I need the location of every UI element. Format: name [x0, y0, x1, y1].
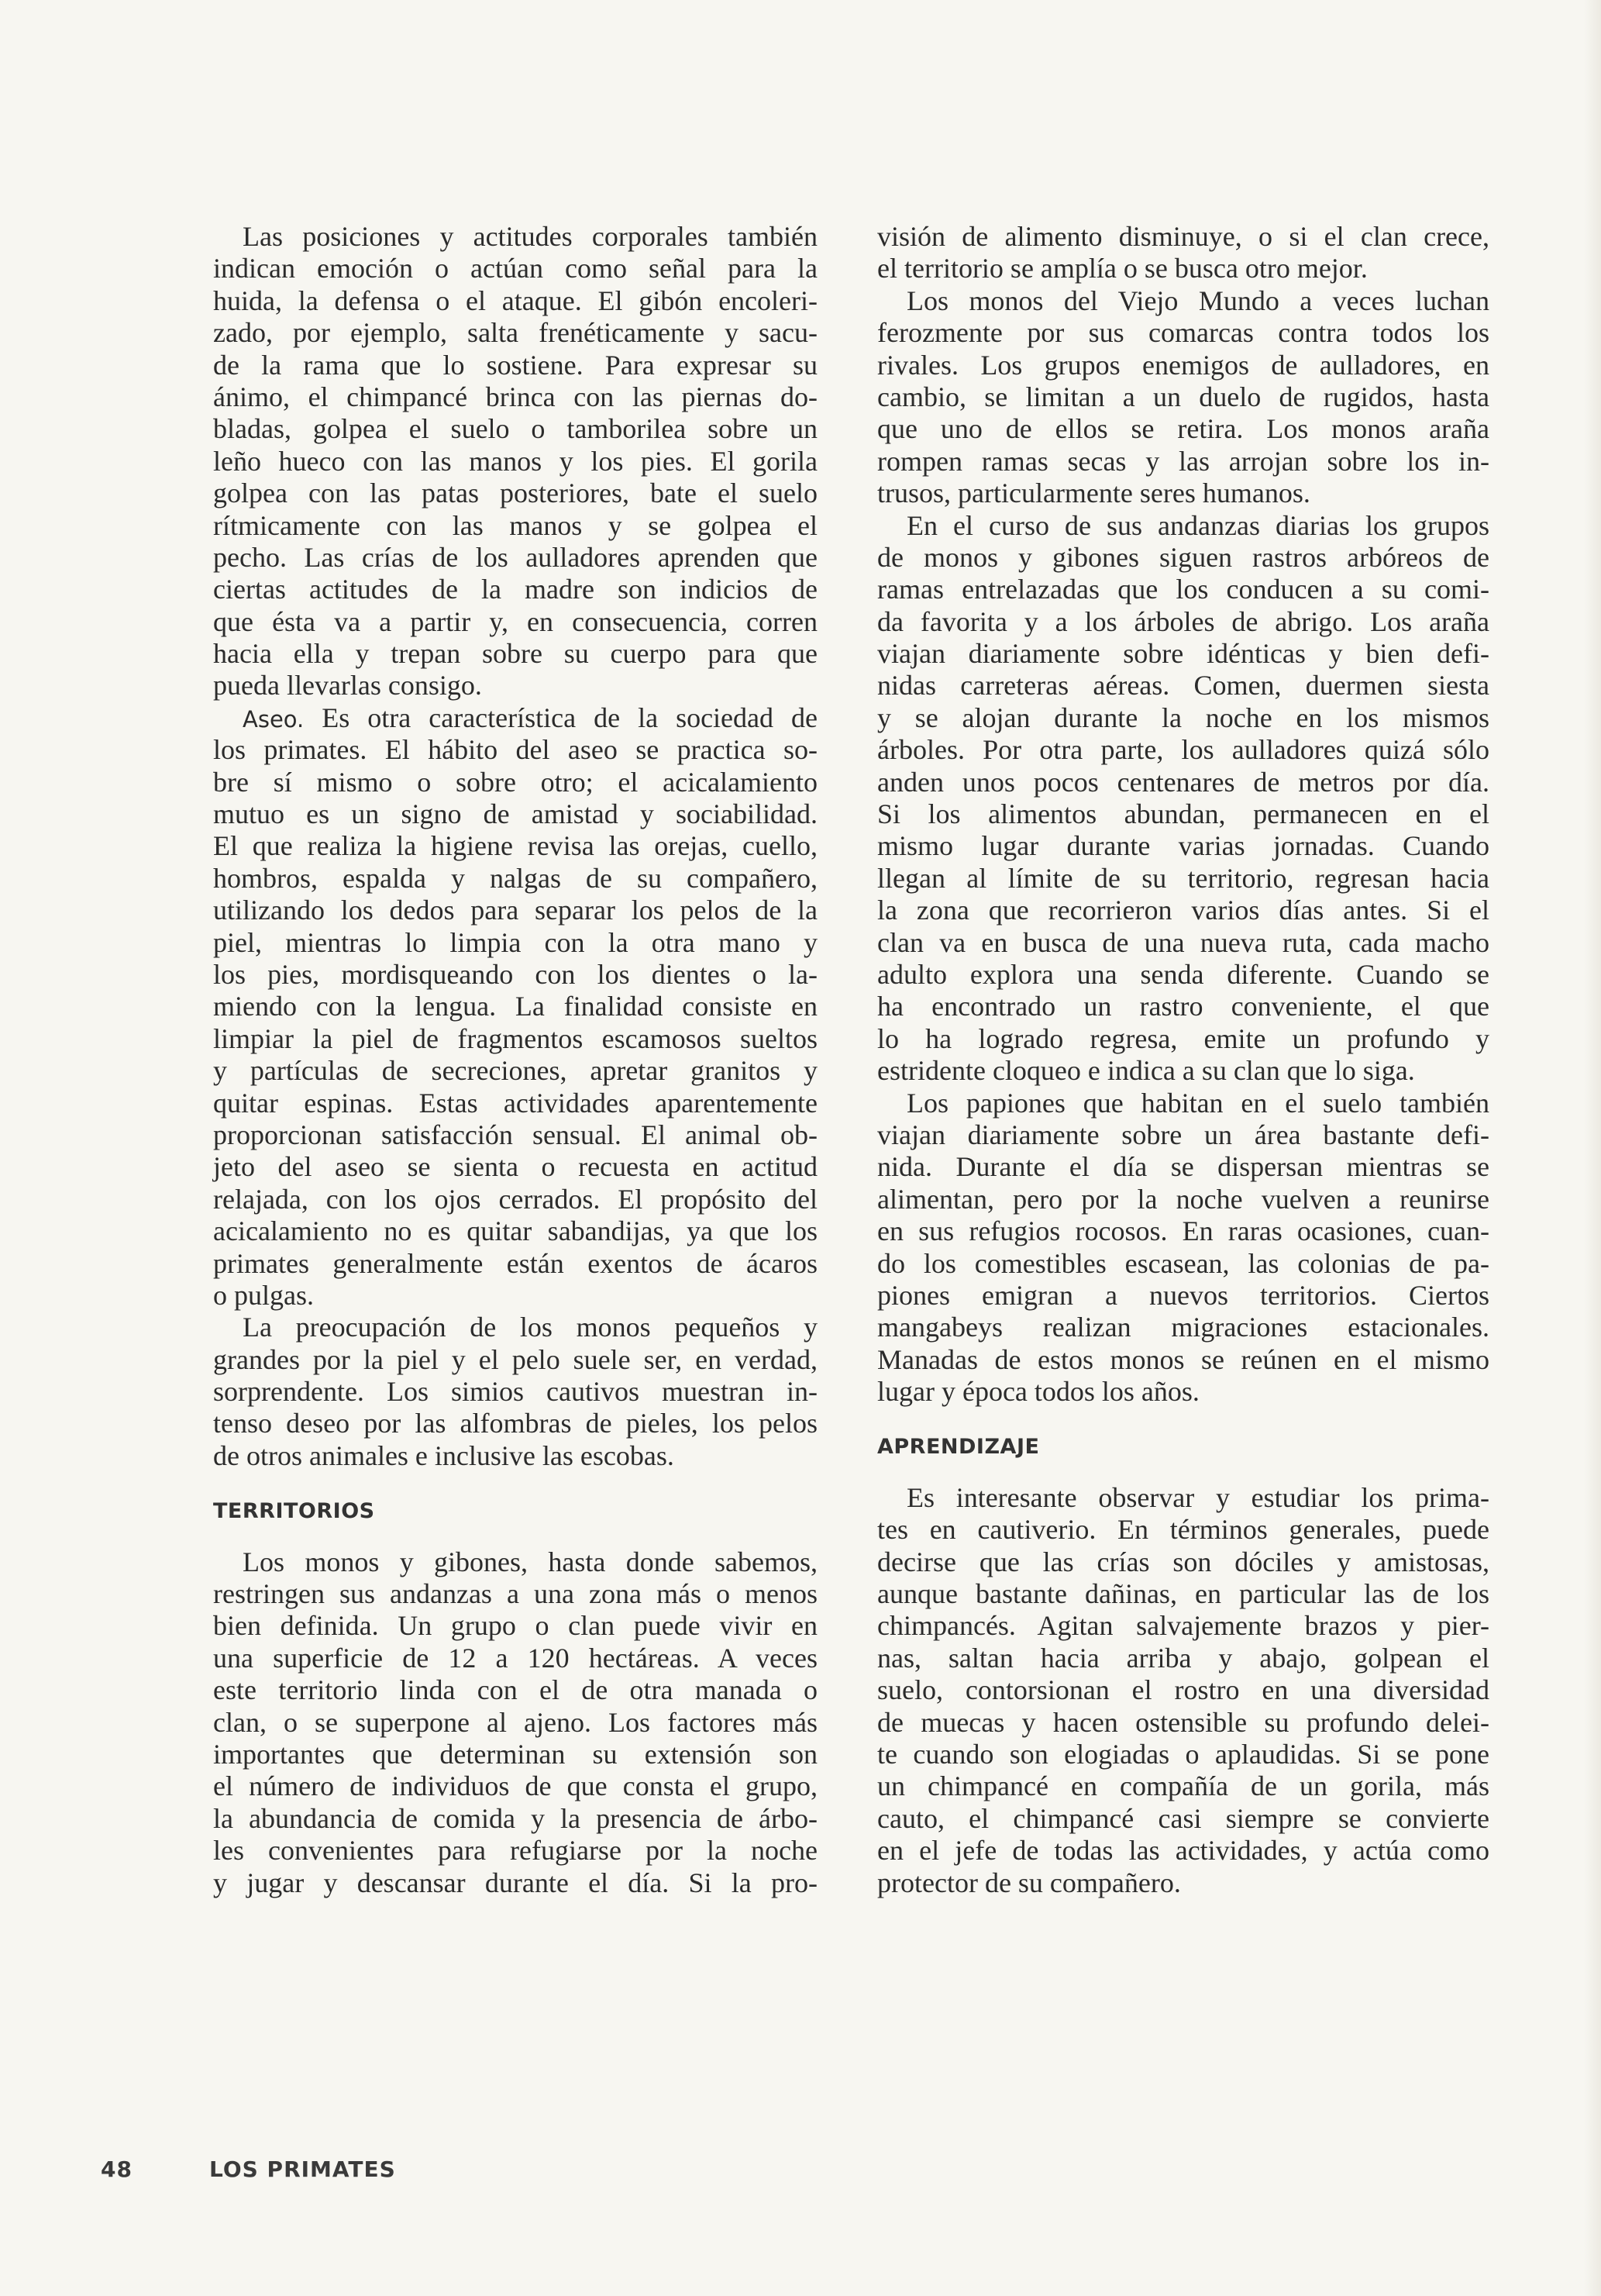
- text-line: Es interesante observar y estudiar los prima-: [907, 1481, 1489, 1513]
- text-line: sorprendente. Los simios cautivos muestran in-: [213, 1376, 818, 1408]
- text-line: este territorio linda con el de otra manada o: [213, 1674, 818, 1706]
- text-line: de monos y gibones siguen rastros arbóreos de: [877, 541, 1489, 573]
- text-line: lugar y época todos los años.: [877, 1376, 1200, 1408]
- text-line: ánimo, el chimpancé brinca con las piernas do-: [213, 381, 818, 412]
- text-line: Los monos y gibones, hasta donde sabemos,: [243, 1546, 818, 1577]
- text-line: mismo lugar durante varias jornadas. Cuando: [877, 830, 1489, 862]
- text-line: chimpancés. Agitan salvajemente brazos y pier-: [877, 1610, 1489, 1642]
- text-line: nidas carreteras aéreas. Comen, duermen siesta: [877, 670, 1489, 702]
- text-line: ramas entrelazadas que los conducen a su comi-: [877, 574, 1489, 605]
- text-line: y partículas de secreciones, apretar granitos y: [213, 1055, 818, 1087]
- text-line: llegan al límite de su territorio, regresan hacia: [877, 862, 1489, 894]
- text-line: protector de su compañero.: [877, 1867, 1181, 1898]
- run-in-heading-aseo: Aseo.: [243, 705, 305, 733]
- text-line: de otros animales e inclusive las escobas.: [213, 1439, 674, 1471]
- text-line: En el curso de sus andanzas diarias los grupos: [907, 509, 1489, 541]
- text-line: viajan diariamente sobre idénticas y bien defi-: [877, 638, 1489, 670]
- text-line: clan, o se superpone al ajeno. Los factores más: [213, 1706, 818, 1738]
- text-line: rítmicamente con las manos y se golpea el: [213, 509, 818, 541]
- text-line: tenso deseo por las alfombras de pieles, los pelos: [213, 1408, 818, 1439]
- text-line: [213, 702, 818, 734]
- section-heading-aprendizaje: APRENDIZAJE: [877, 1435, 1040, 1460]
- text-line: un chimpancé en compañía de un gorila, más: [877, 1770, 1489, 1802]
- text-line: que uno de ellos se retira. Los monos araña: [877, 413, 1489, 445]
- text-line: indican emoción o actúan como señal para la: [213, 253, 818, 284]
- text-line: acicalamiento no es quitar sabandijas, ya que los: [213, 1215, 818, 1247]
- text-line: que ésta va a partir y, en consecuencia, corren: [213, 605, 818, 637]
- text-line: Si los alimentos abundan, permanecen en el: [877, 798, 1489, 830]
- text-line: trusos, particularmente seres humanos.: [877, 477, 1310, 509]
- text-line: de la rama que lo sostiene. Para expresar su: [213, 349, 818, 381]
- text-line: pecho. Las crías de los aulladores aprenden que: [213, 541, 818, 573]
- text-line: rompen ramas secas y las arrojan sobre los in-: [877, 445, 1489, 477]
- text-line: limpiar la piel de fragmentos escamosos sueltos: [213, 1022, 818, 1054]
- text-line: hombros, espalda y nalgas de su compañero,: [213, 862, 818, 894]
- text-line: zado, por ejemplo, salta frenéticamente y sacu-: [213, 317, 818, 349]
- text-line: viajan diariamente sobre un área bastante defi-: [877, 1119, 1489, 1150]
- page-edge-shadow: [1584, 0, 1601, 2296]
- text-line: decirse que las crías son dóciles y amistosas,: [877, 1546, 1489, 1577]
- text-line: quitar espinas. Estas actividades aparentemente: [213, 1087, 818, 1119]
- text-line: piel, mientras lo limpia con la otra mano y: [213, 926, 818, 958]
- text-line: bladas, golpea el suelo o tamborilea sobre un: [213, 413, 818, 445]
- text-line: la zona que recorrieron varios días antes. Si el: [877, 895, 1489, 926]
- text-line: anden unos pocos centenares de metros por día.: [877, 766, 1489, 798]
- text-line: en sus refugios rocosos. En raras ocasiones, cuan-: [877, 1215, 1489, 1247]
- text-line: ciertas actitudes de la madre son indicios de: [213, 574, 818, 605]
- text-line: relajada, con los ojos cerrados. El propósito del: [213, 1183, 818, 1215]
- text-line: los primates. El hábito del aseo se practica so-: [213, 734, 818, 766]
- text-line: el territorio se amplía o se busca otro mejor.: [877, 253, 1368, 284]
- text-line: clan va en busca de una nueva ruta, cada macho: [877, 926, 1489, 958]
- paragraph-old-world-monkeys: [877, 285, 1489, 510]
- text-line: Manadas de estos monos se reúnen en el mismo: [877, 1343, 1489, 1375]
- text-line: rivales. Los grupos enemigos de aulladores, en: [877, 349, 1489, 381]
- running-title: LOS PRIMATES: [209, 2156, 396, 2182]
- text-line: importantes que determinan su extensión son: [213, 1738, 818, 1770]
- text-line: da favorita y a los árboles de abrigo. Los araña: [877, 605, 1489, 637]
- text-line: Los papiones que habitan en el suelo también: [907, 1087, 1489, 1119]
- text-line: y se alojan durante la noche en los mismos: [877, 702, 1489, 733]
- text-line: alimentan, pero por la noche vuelven a reunirse: [877, 1183, 1489, 1215]
- text-line: o pulgas.: [213, 1279, 314, 1311]
- text-line: en el jefe de todas las actividades, y actúa como: [877, 1835, 1489, 1867]
- text-line: cauto, el chimpancé casi siempre se convierte: [877, 1802, 1489, 1834]
- text-line: ha encontrado un rastro conveniente, el que: [877, 991, 1489, 1022]
- paragraph-fur-preoccupation: [213, 1312, 818, 1472]
- text-line: golpea con las patas posteriores, bate el suelo: [213, 477, 818, 509]
- paragraph-baboons: [877, 1088, 1489, 1408]
- paragraph-learning: [877, 1482, 1489, 1899]
- text-line: les convenientes para refugiarse por la noche: [213, 1835, 818, 1867]
- text-line: tes en cautiverio. En términos generales, puede: [877, 1514, 1489, 1546]
- text-line: estridente cloqueo e indica a su clan que lo siga.: [877, 1055, 1415, 1087]
- page-footer: [101, 2156, 396, 2182]
- text-line: de muecas y hacen ostensible su profundo delei-: [877, 1706, 1489, 1738]
- text-line: piones emigran a nuevos territorios. Ciertos: [877, 1279, 1489, 1311]
- text-line: mutuo es un signo de amistad y sociabilidad.: [213, 798, 818, 830]
- paragraph-daily-travels: [877, 510, 1489, 1088]
- text-line: El que realiza la higiene revisa las orejas, cuello,: [213, 830, 818, 862]
- paragraph-territory-continued: [877, 221, 1489, 285]
- section-heading-territorios: TERRITORIOS: [213, 1499, 375, 1524]
- text-line: y jugar y descansar durante el día. Si la pro-: [213, 1867, 818, 1898]
- text-line: hacia ella y trepan sobre su cuerpo para que: [213, 638, 818, 670]
- paragraph-territories: [213, 1546, 818, 1899]
- text-line: huida, la defensa o el ataque. El gibón encoleri-: [213, 284, 818, 316]
- text-line: adulto explora una senda diferente. Cuando se: [877, 958, 1489, 990]
- text-line: árboles. Por otra parte, los aulladores quizá sólo: [877, 734, 1489, 766]
- page-number: 48: [101, 2156, 133, 2182]
- paragraph-body-postures: [213, 221, 818, 702]
- text-line: nas, saltan hacia arriba y abajo, golpean el: [877, 1642, 1489, 1674]
- paragraph-aseo: [213, 702, 818, 1312]
- text-line: grandes por la piel y el pelo suele ser, en verdad,: [213, 1343, 818, 1375]
- text-line: leño hueco con las manos y los pies. El gorila: [213, 445, 818, 477]
- text-line: bre sí mismo o sobre otro; el acicalamiento: [213, 766, 818, 798]
- text-line: proporcionan satisfacción sensual. El animal ob-: [213, 1119, 818, 1150]
- text-line: el número de individuos de que consta el grupo,: [213, 1770, 818, 1802]
- text-line: la abundancia de comida y la presencia de árbo-: [213, 1802, 818, 1834]
- text-line: te cuando son elogiadas o aplaudidas. Si se pone: [877, 1738, 1489, 1770]
- text-line: mangabeys realizan migraciones estacionales.: [877, 1312, 1489, 1343]
- text-line: Los monos del Viejo Mundo a veces luchan: [907, 284, 1489, 316]
- right-column: [877, 221, 1489, 1899]
- text-line: cambio, se limitan a un duelo de rugidos, hasta: [877, 381, 1489, 412]
- text-line: pueda llevarlas consigo.: [213, 670, 482, 702]
- text-line: lo ha logrado regresa, emite un profundo y: [877, 1022, 1489, 1054]
- text-line: La preocupación de los monos pequeños y: [243, 1312, 818, 1343]
- text-line: utilizando los dedos para separar los pelos de la: [213, 895, 818, 926]
- text-line: primates generalmente están exentos de ácaros: [213, 1247, 818, 1279]
- text-span: Es otra característica de la sociedad de: [322, 702, 818, 733]
- text-line: visión de alimento disminuye, o si el clan crece,: [877, 221, 1489, 252]
- text-line: los pies, mordisqueando con los dientes o la-: [213, 958, 818, 990]
- text-line: aunque bastante dañinas, en particular las de los: [877, 1578, 1489, 1610]
- text-line: miendo con la lengua. La finalidad consiste en: [213, 991, 818, 1022]
- text-line: restringen sus andanzas a una zona más o menos: [213, 1578, 818, 1610]
- text-line: bien definida. Un grupo o clan puede vivir en: [213, 1610, 818, 1642]
- left-column: [213, 221, 818, 1899]
- text-line: una superficie de 12 a 120 hectáreas. A veces: [213, 1642, 818, 1674]
- text-line: Las posiciones y actitudes corporales también: [243, 221, 818, 252]
- text-line: suelo, contorsionan el rostro en una diversidad: [877, 1674, 1489, 1706]
- text-line: do los comestibles escasean, las colonias de pa-: [877, 1247, 1489, 1279]
- text-line: ferozmente por sus comarcas contra todos los: [877, 317, 1489, 349]
- text-line: nida. Durante el día se dispersan mientras se: [877, 1151, 1489, 1183]
- paragraph-aseo-lines: [213, 734, 818, 1312]
- text-line: jeto del aseo se sienta o recuesta en actitud: [213, 1151, 818, 1183]
